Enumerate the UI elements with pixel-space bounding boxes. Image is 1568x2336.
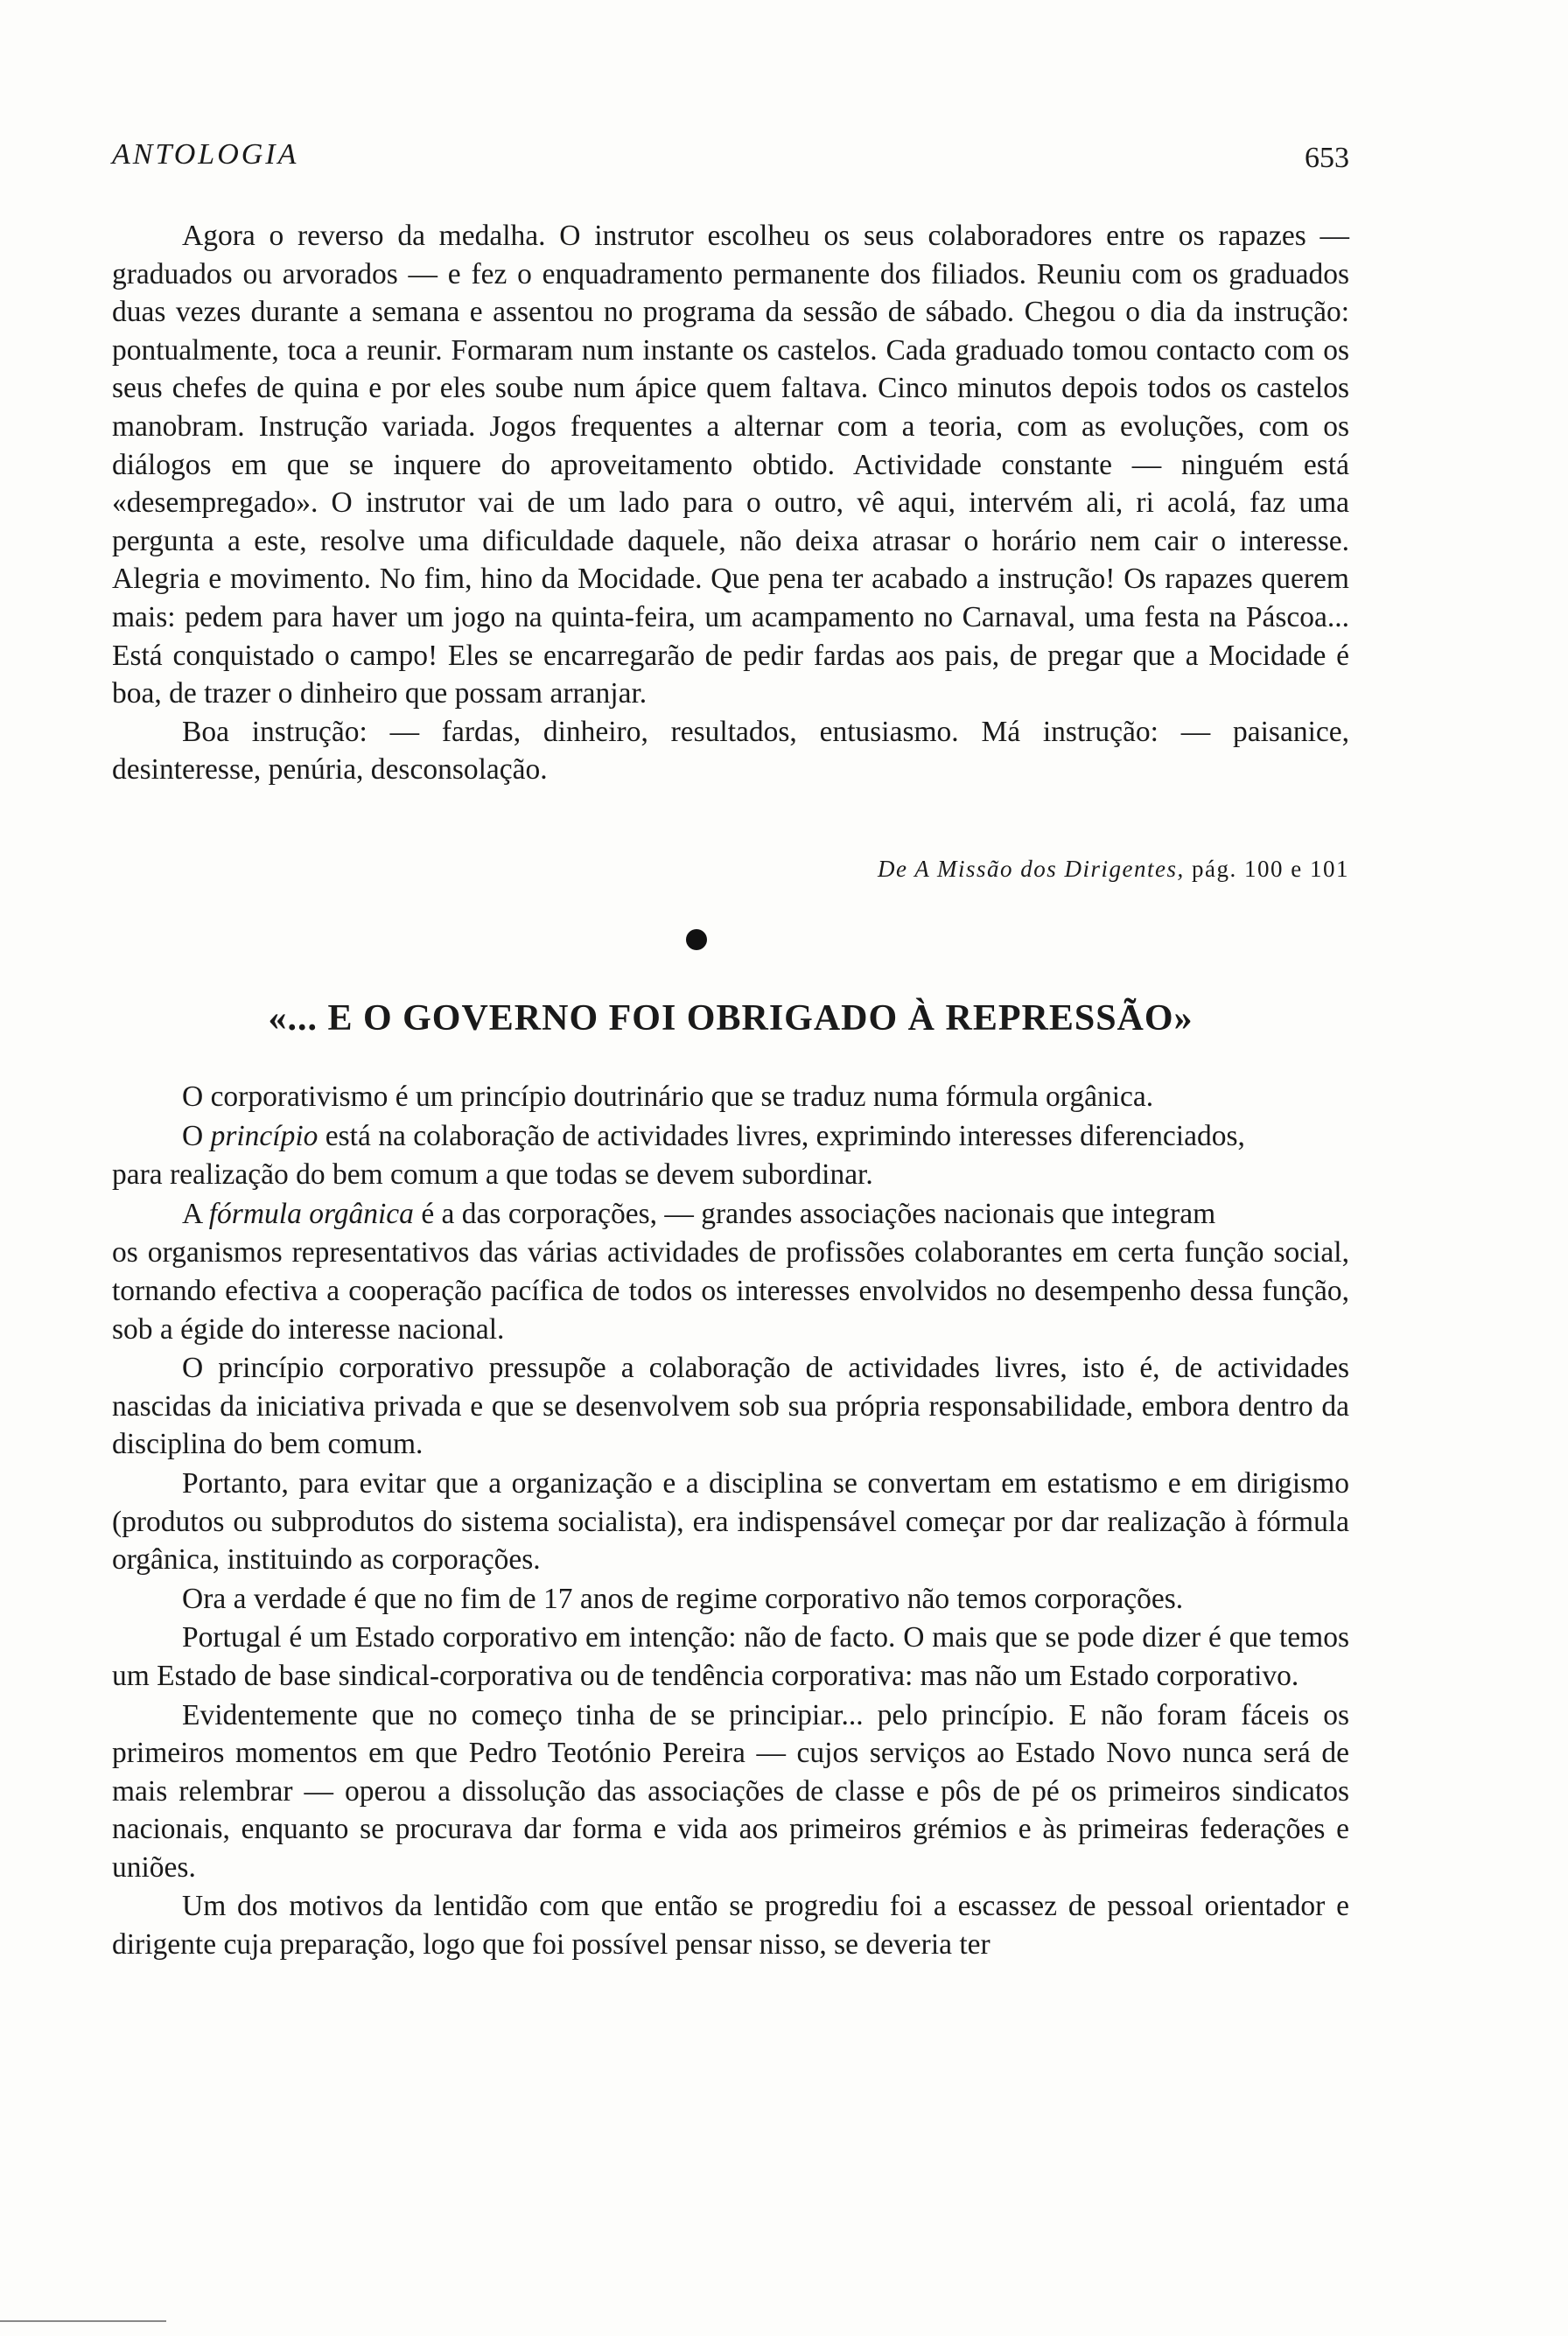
citation — [878, 856, 1349, 883]
running-head: ANTOLOGIA — [112, 138, 299, 171]
paragraph: Portugal é um Estado corporativo em intenção: não de facto. O mais que se pode dizer é que temos um Estado de base sindical-corporativa ou de tendência corporativa: mas não um Estado corporativo. — [112, 1621, 1349, 1692]
emphasis: princípio — [210, 1119, 318, 1152]
section-1-body — [112, 217, 1349, 789]
section-title: «... E O GOVERNO FOI OBRIGADO À REPRESSÃO» — [268, 998, 1194, 1039]
section-separator-dot — [686, 929, 707, 950]
paragraph: O princípio corporativo pressupõe a colaboração de actividades livres, isto é, de actividades nascidas da iniciativa privada e que se desenvolvem sob sua própria responsabilidade, embora dentro da disciplina do bem comum. — [112, 1352, 1349, 1461]
page-header — [112, 138, 1349, 182]
paragraph-continuation: os organismos representativos das várias actividades de profissões colaborantes em certa função social, tornando efectiva a cooperação pacífica de todos os interesses envolvidos no desempenho dessa função, sob a égide do interesse nacional. — [112, 1236, 1349, 1346]
text-run: O — [182, 1119, 211, 1152]
text-run: é a das corporações, — grandes associações nacionais que integram — [413, 1197, 1216, 1230]
paragraph: Agora o reverso da medalha. O instrutor escolheu os seus colaboradores entre os rapazes — graduados ou arvorados — e fez o enquadramento permanente dos filiados. Reuniu com os graduados duas vezes durante a semana e assentou no programa da sessão de sábado. Chegou o dia da instrução: pontualmente, toca a reunir. Formaram num instante os castelos. Cada graduado tomou contacto com os seus chefes de quina e por eles soube num ápice quem faltava. Cinco minutos depois todos os castelos manobram. Instrução variada. Jogos frequentes a alternar com a teoria, com as evoluções, com os diálogos em que se inquere do aproveitamento obtido. Actividade constante — ninguém está «desempregado». O instrutor vai de um lado para o outro, vê aqui, intervém ali, ri acolá, faz uma pergunta a este, resolve uma dificuldade daquele, não deixa atrasar o horário nem cair o interesse. Alegria e movimento. No fim, hino da Mocidade. Que pena ter acabado a instrução! Os rapazes querem mais: pedem para haver um jogo na quinta-feira, um acampamento no Carnaval, uma festa na Páscoa... Está conquistado o campo! Eles se encarregarão de pedir fardas aos pais, de pregar que a Mocidade é boa, de trazer o dinheiro que possam arranjar. — [112, 220, 1349, 710]
paragraph-with-emphasis — [112, 1117, 1349, 1156]
citation-pages: pág. 100 e 101 — [1192, 856, 1349, 882]
paragraph: Boa instrução: — fardas, dinheiro, resultados, entusiasmo. Má instrução: — paisanice, desinteresse, penúria, desconsolação. — [112, 715, 1349, 787]
paragraph-with-emphasis — [112, 1195, 1349, 1234]
page-number: 653 — [1305, 142, 1349, 174]
citation-source: De A Missão dos Dirigentes, — [878, 856, 1185, 882]
paragraph: Evidentemente que no começo tinha de se principiar... pelo princípio. E não foram fáceis os primeiros momentos em que Pedro Teotónio Pereira — cujos serviços ao Estado Novo nunca será de mais relembrar — operou a dissolução das associações de classe e pôs de pé os primeiros sindicatos nacionais, enquanto se procurava dar forma e vida aos primeiros grémios e às primeiras federações e uniões. — [112, 1698, 1349, 1884]
paragraph-continuation: para realização do bem comum a que todas se devem subordinar. — [112, 1158, 873, 1192]
paragraph: O corporativismo é um princípio doutrinário que se traduz numa fórmula orgânica. — [182, 1081, 1154, 1113]
scan-edge-line — [0, 2320, 166, 2322]
text-run: está na colaboração de actividades livres, exprimindo interesses diferenciados, — [318, 1119, 1245, 1152]
paragraph: Ora a verdade é que no fim de 17 anos de regime corporativo não temos corporações. — [182, 1582, 1184, 1615]
paragraph: Um dos motivos da lentidão com que então se progrediu foi a escassez de pessoal orientador e dirigente cuja preparação, logo que foi possível pensar nisso, se deveria ter — [112, 1890, 1349, 1962]
emphasis: fórmula orgânica — [208, 1197, 414, 1230]
section-2-body — [112, 1078, 1349, 1965]
paragraph: Portanto, para evitar que a organização e a disciplina se convertam em estatismo e em dirigismo (produtos ou subprodutos do sistema socialista), era indispensável começar por dar realização à fórmula orgânica, instituindo as corporações. — [112, 1466, 1349, 1577]
text-run: A — [182, 1197, 209, 1230]
